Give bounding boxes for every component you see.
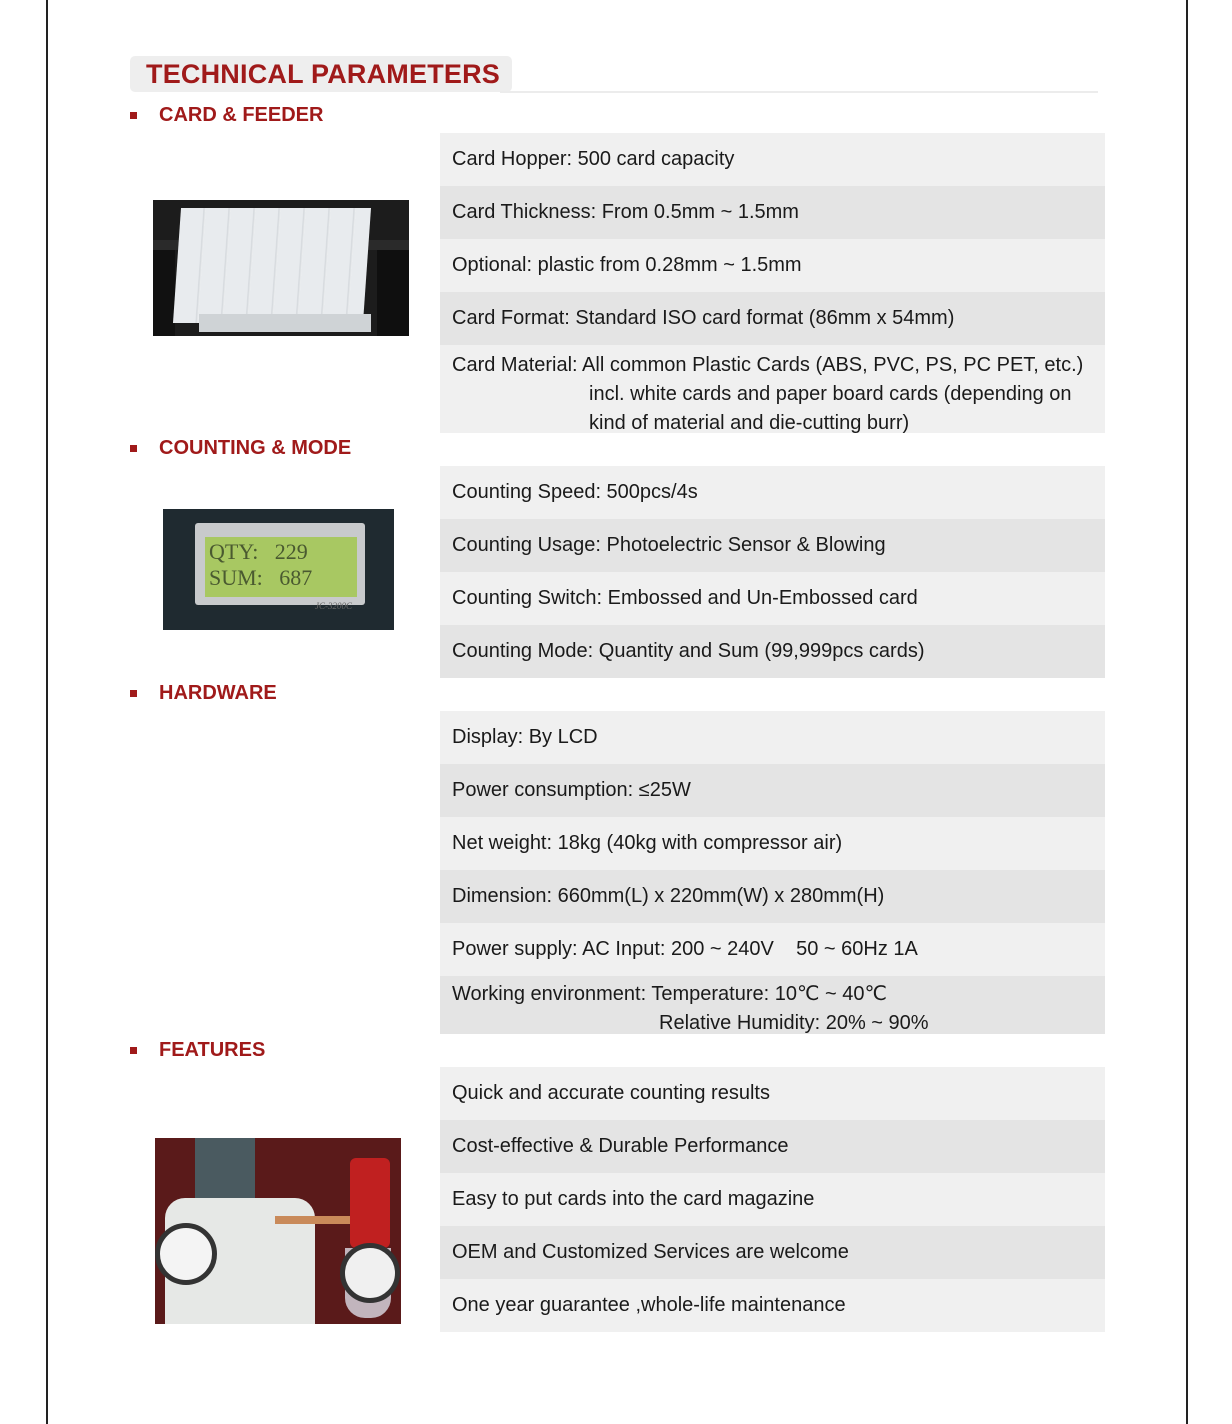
material-line: incl. white cards and paper board cards (depending on — [589, 383, 1072, 405]
spec-row: Counting Mode: Quantity and Sum (99,999pcs cards) — [440, 625, 1105, 678]
page-title: TECHNICAL PARAMETERS — [146, 58, 501, 89]
bullet-icon — [130, 1047, 137, 1054]
spec-row: Card Thickness: From 0.5mm ~ 1.5mm — [440, 186, 1105, 239]
section-title: FEATURES — [159, 1039, 266, 1061]
lcd-screen — [205, 537, 357, 597]
section-heading-hardware — [130, 682, 277, 705]
title-banner — [130, 56, 512, 92]
section-title: COUNTING & MODE — [159, 437, 352, 459]
environment-line: Relative Humidity: 20% ~ 90% — [659, 1012, 929, 1034]
spec-row: Counting Usage: Photoelectric Sensor & Blowing — [440, 519, 1105, 572]
bullet-icon — [130, 112, 137, 119]
page-left-edge — [46, 0, 48, 1424]
spec-row: Net weight: 18kg (40kg with compressor air) — [440, 817, 1105, 870]
spec-row: Counting Speed: 500pcs/4s — [440, 466, 1105, 519]
feature-row: One year guarantee ,whole-life maintenance — [440, 1279, 1105, 1332]
spec-row: Card Hopper: 500 card capacity — [440, 133, 1105, 186]
spec-row: Counting Switch: Embossed and Un-Embossed card — [440, 572, 1105, 625]
card-stack-photo — [153, 200, 409, 336]
bullet-icon — [130, 690, 137, 697]
spec-row: Card Format: Standard ISO card format (86mm x 54mm) — [440, 292, 1105, 345]
spec-row-material — [440, 345, 1105, 433]
page-right-edge — [1186, 0, 1188, 1424]
material-line: Card Material: All common Plastic Cards (ABS, PVC, PS, PC PET, etc.) — [452, 354, 1084, 376]
title-divider — [500, 91, 1098, 93]
lcd-brand-label: JC-3200C — [315, 601, 352, 611]
environment-line: Working environment: Temperature: 10℃ ~ 40℃ — [452, 983, 887, 1005]
lcd-qty: QTY: 229 — [209, 539, 308, 564]
section-heading-counting-mode — [130, 437, 351, 460]
lcd-display-photo — [163, 509, 394, 630]
spec-row: Optional: plastic from 0.28mm ~ 1.5mm — [440, 239, 1105, 292]
material-line: kind of material and die-cutting burr) — [589, 412, 910, 434]
section-heading-features — [130, 1039, 265, 1062]
feature-row: Quick and accurate counting results — [440, 1067, 1105, 1120]
spec-row: Power supply: AC Input: 200 ~ 240V 50 ~ 60Hz 1A — [440, 923, 1105, 976]
section-title: CARD & FEEDER — [159, 104, 324, 126]
spec-row-environment — [440, 976, 1105, 1034]
spec-row: Display: By LCD — [440, 711, 1105, 764]
hardware-table — [440, 711, 1105, 1034]
counting-mode-table — [440, 466, 1105, 678]
compressor-photo — [155, 1138, 401, 1324]
bullet-icon — [130, 445, 137, 452]
section-title: HARDWARE — [159, 682, 277, 704]
feature-row: Cost-effective & Durable Performance — [440, 1120, 1105, 1173]
spec-row: Power consumption: ≤25W — [440, 764, 1105, 817]
feature-row: OEM and Customized Services are welcome — [440, 1226, 1105, 1279]
spec-row: Dimension: 660mm(L) x 220mm(W) x 280mm(H) — [440, 870, 1105, 923]
features-table — [440, 1067, 1105, 1332]
feature-row: Easy to put cards into the card magazine — [440, 1173, 1105, 1226]
card-feeder-table — [440, 133, 1105, 433]
lcd-sum: SUM: 687 — [209, 565, 313, 590]
section-heading-card-feeder — [130, 104, 323, 127]
